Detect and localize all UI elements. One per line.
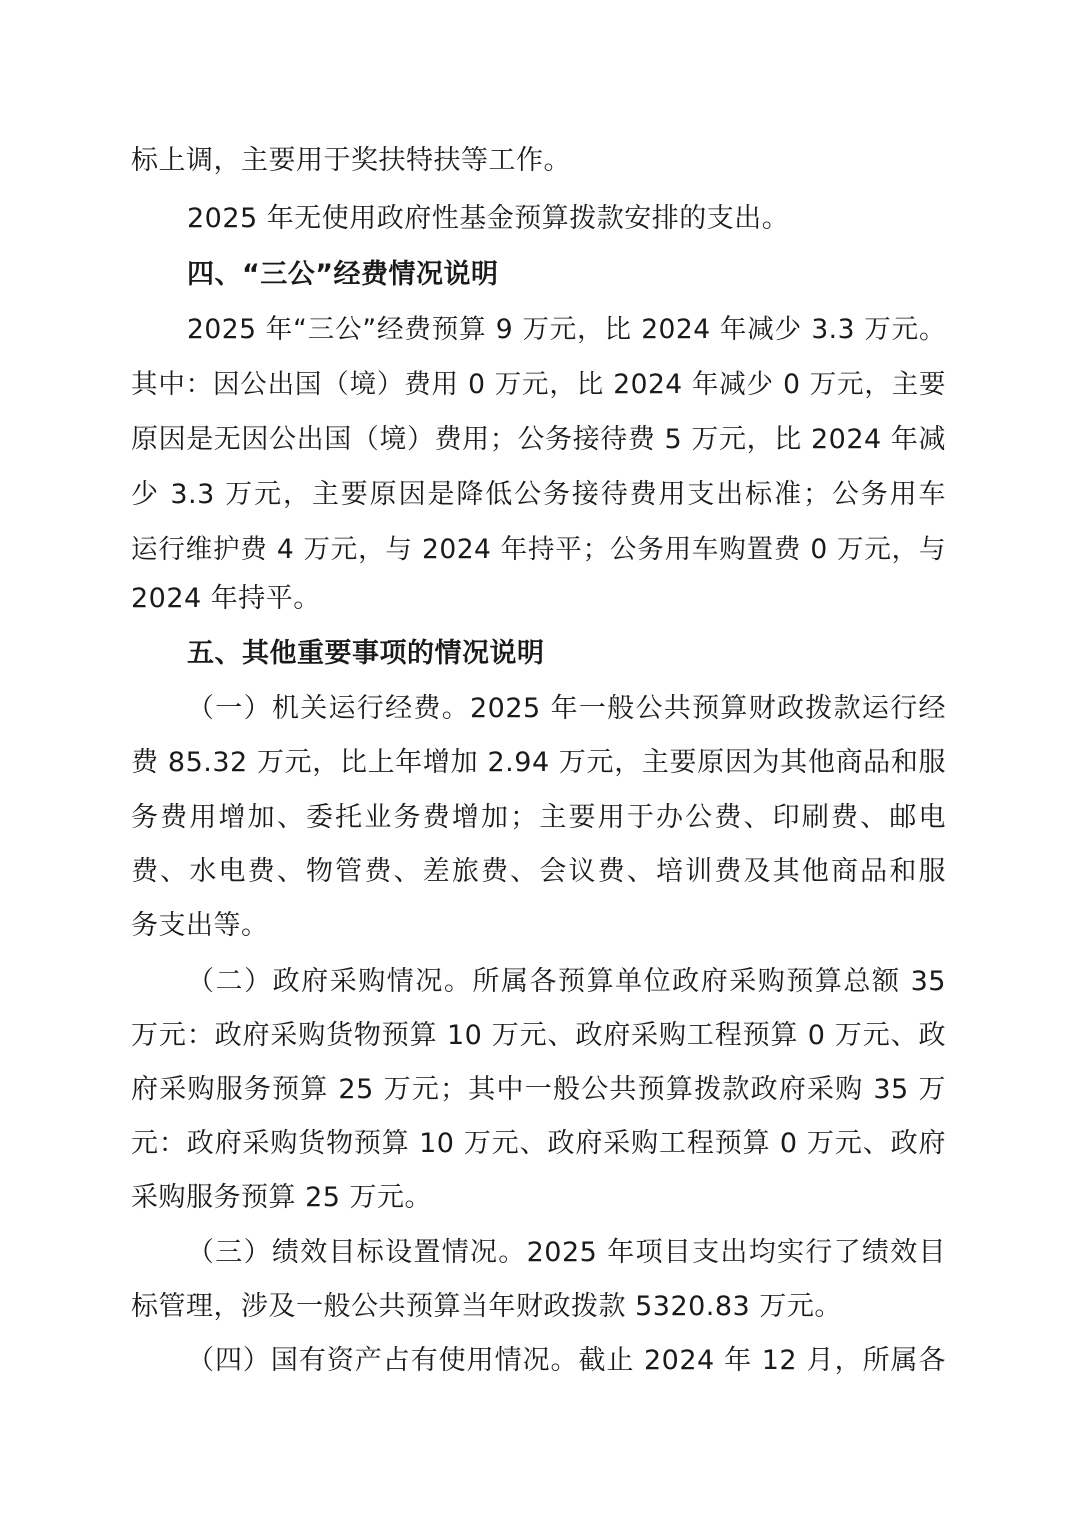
paragraph-line: 务费用增加、委托业务费增加；主要用于办公费、印刷费、邮电	[131, 802, 946, 833]
paragraph-line: 费、水电费、物管费、差旅费、会议费、培训费及其他商品和服	[131, 856, 946, 887]
paragraph-line: 2025 年无使用政府性基金预算拨款安排的支出。	[187, 203, 790, 234]
paragraph-line: 府采购服务预算 25 万元；其中一般公共预算拨款政府采购 35 万	[131, 1074, 946, 1105]
paragraph-line: （四）国有资产占有使用情况。截止 2024 年 12 月，所属各	[187, 1345, 946, 1376]
paragraph-line: （一）机关运行经费。2025 年一般公共预算财政拨款运行经	[187, 693, 946, 724]
section-heading: 四、“三公”经费情况说明	[187, 259, 499, 290]
paragraph-line: 原因是无因公出国（境）费用；公务接待费 5 万元，比 2024 年减	[131, 424, 946, 455]
paragraph-line: 元：政府采购货物预算 10 万元、政府采购工程预算 0 万元、政府	[131, 1128, 946, 1159]
paragraph-line: 运行维护费 4 万元，与 2024 年持平；公务用车购置费 0 万元，与	[131, 534, 946, 565]
paragraph-line: 标上调，主要用于奖扶特扶等工作。	[131, 145, 571, 176]
paragraph-line: 万元：政府采购货物预算 10 万元、政府采购工程预算 0 万元、政	[131, 1020, 946, 1051]
paragraph-line: 标管理，涉及一般公共预算当年财政拨款 5320.83 万元。	[131, 1291, 842, 1322]
paragraph-line: （二）政府采购情况。所属各预算单位政府采购预算总额 35	[187, 966, 946, 997]
paragraph-line: 采购服务预算 25 万元。	[131, 1182, 433, 1213]
paragraph-line: 其中：因公出国（境）费用 0 万元，比 2024 年减少 0 万元，主要	[131, 369, 946, 400]
paragraph-line: 2024 年持平。	[131, 583, 321, 614]
paragraph-line: 务支出等。	[131, 910, 269, 941]
paragraph-line: 少 3.3 万元，主要原因是降低公务接待费用支出标准；公务用车	[131, 479, 946, 510]
paragraph-line: （三）绩效目标设置情况。2025 年项目支出均实行了绩效目	[187, 1237, 946, 1268]
paragraph-line: 费 85.32 万元，比上年增加 2.94 万元，主要原因为其他商品和服	[131, 747, 946, 778]
section-heading: 五、其他重要事项的情况说明	[187, 638, 545, 669]
paragraph-line: 2025 年“三公”经费预算 9 万元，比 2024 年减少 3.3 万元。	[187, 314, 946, 345]
